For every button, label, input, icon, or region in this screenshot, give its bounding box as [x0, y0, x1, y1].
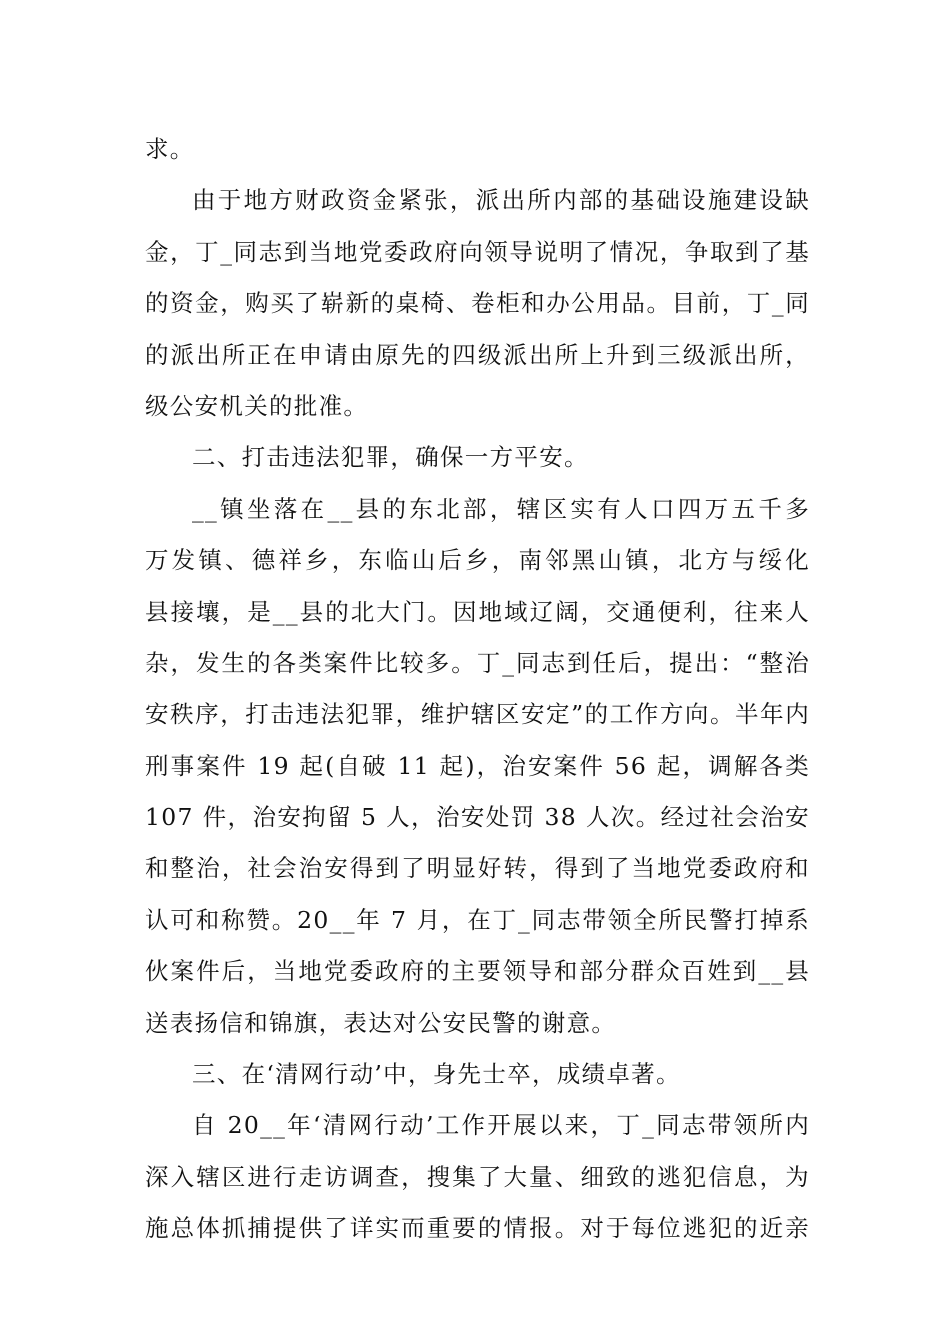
text-line: 万发镇、德祥乡，东临山后乡，南邻黑山镇，北方与绥化 — [145, 546, 810, 575]
text-line: 深入辖区进行走访调查，搜集了大量、细致的逃犯信息，为 — [145, 1162, 810, 1191]
text-line: 的派出所正在申请由原先的四级派出所上升到三级派出所， — [145, 340, 810, 369]
text-line: 由于地方财政资金紧张，派出所内部的基础设施建设缺 — [192, 186, 810, 215]
text-line: 三、在‘清网行动’中，身先士卒，成绩卓著。 — [192, 1060, 681, 1089]
text-line: 施总体抓捕提供了详实而重要的情报。对于每位逃犯的近亲 — [145, 1214, 810, 1243]
text-line: 认可和称赞。20__年 7 月，在丁_同志带领全所民警打掉系 — [145, 905, 810, 934]
text-line: 伙案件后，当地党委政府的主要领导和部分群众百姓到__县 — [145, 957, 810, 986]
text-line: 送表扬信和锦旗，表达对公安民警的谢意。 — [145, 1008, 617, 1037]
text-line: 金，丁_同志到当地党委政府向领导说明了情况，争取到了基 — [145, 237, 810, 266]
text-line: 刑事案件 19 起(自破 11 起)，治安案件 56 起，调解各类 — [145, 751, 810, 780]
text-line: 求。 — [145, 135, 195, 163]
text-line: 安秩序，打击违法犯罪，维护辖区安定”的工作方向。半年内 — [145, 700, 810, 729]
text-line: 县接壤，是__县的北大门。因地域辽阔，交通便利，往来人 — [145, 597, 810, 626]
text-line: 二、打击违法犯罪，确保一方平安。 — [192, 443, 589, 472]
text-line: 的资金，购买了崭新的桌椅、卷柜和办公用品。目前，丁_同 — [145, 289, 810, 318]
text-line: __镇坐落在__县的东北部，辖区实有人口四万五千多 — [192, 494, 810, 523]
body-text — [145, 124, 810, 1255]
text-line: 杂，发生的各类案件比较多。丁_同志到任后，提出：“整治 — [145, 648, 810, 677]
text-line: 自 20__年‘清网行动’工作开展以来，丁_同志带领所内 — [192, 1111, 810, 1140]
text-line: 级公安机关的批准。 — [145, 391, 369, 420]
text-line: 107 件，治安拘留 5 人，治安处罚 38 人次。经过社会治安 — [145, 803, 810, 832]
text-line: 和整治，社会治安得到了明显好转，得到了当地党委政府和 — [145, 854, 810, 883]
